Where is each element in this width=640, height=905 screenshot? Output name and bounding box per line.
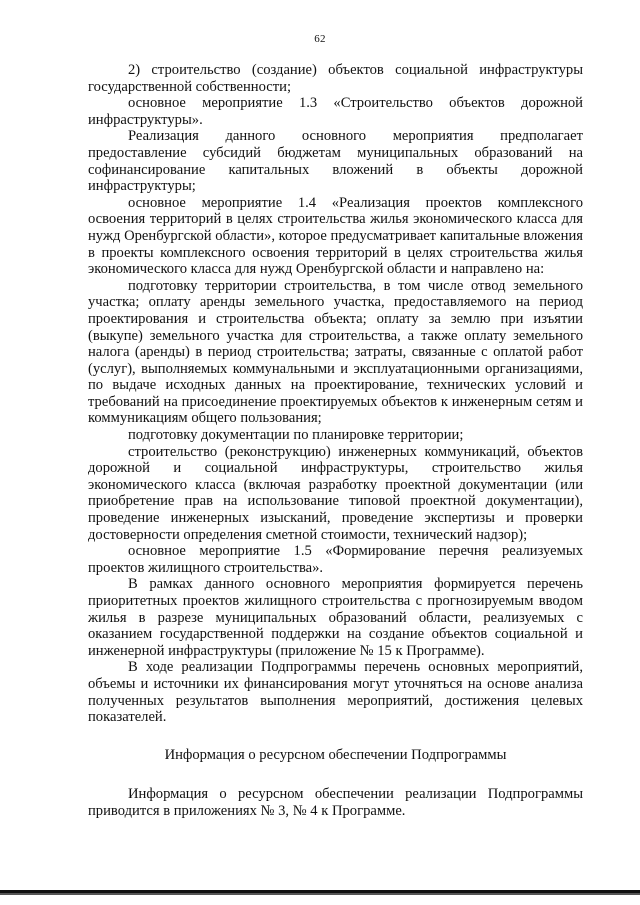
paragraph: основное мероприятие 1.4 «Реализация проектов комплексного освоения территорий в целях строительства жилья экономического класса для нужд Оренбургской области», которое предусматривает капитальные вложения в проекты комплексного освоения территорий в целях строительства жилья экономического класса для нужд Оренбургской области и направлено на:: [88, 194, 583, 278]
section-heading: Информация о ресурсном обеспечении Подпрограммы: [164, 747, 507, 763]
paragraph: основное мероприятие 1.5 «Формирование перечня реализуемых проектов жилищного строительства».: [88, 543, 583, 576]
paragraph: Реализация данного основного мероприятия предполагает предоставление субсидий бюджетам муниципальных образований на софинансирование капитальных вложений в объекты дорожной инфраструктуры;: [88, 128, 583, 195]
paragraph: подготовку документации по планировке территории;: [128, 427, 464, 444]
scan-border-shadow: [0, 893, 640, 895]
document-body: [88, 62, 583, 726]
paragraph: В рамках данного основного мероприятия формируется перечень приоритетных проектов жилищного строительства с прогнозируемым вводом жилья в разрезе муниципальных образований области, реализуемых с оказанием государственной поддержки на создание объектов социальной и инженерной инфраструктуры (приложение № 15 к Программе).: [88, 576, 583, 659]
page-number: 62: [314, 33, 326, 45]
paragraph: 2) строительство (создание) объектов социальной инфраструктуры государственной собственности;: [88, 62, 583, 95]
paragraph: В ходе реализации Подпрограммы перечень основных мероприятий, объемы и источники их финансирования могут уточняться на основе анализа полученных результатов выполнения мероприятий, достижения целевых показателей.: [88, 659, 583, 726]
paragraph: основное мероприятие 1.3 «Строительство объектов дорожной инфраструктуры».: [88, 95, 583, 128]
paragraph: строительство (реконструкцию) инженерных коммуникаций, объектов дорожной и социальной инфраструктуры, строительство жилья экономического класса (включая разработку проектной документации (или приобретение прав на использование типовой проектной документации), проведение инженерных изысканий, проведение экспертизы и проверки достоверности определения сметной стоимости, технический надзор);: [88, 443, 583, 543]
paragraph: Информация о ресурсном обеспечении реализации Подпрограммы приводится в приложениях № 3, № 4 к Программе.: [88, 786, 583, 819]
section-body: [88, 786, 583, 819]
paragraph: подготовку территории строительства, в том числе отвод земельного участка; оплату аренды земельного участка, предоставляемого на период проектирования и строительства объекта; оплату за землю при изъятии (выкупе) земельного участка для строительства, а также оплату земельного налога (аренды) в период строительства; затраты, связанные с оплатой работ (услуг), выполняемых коммунальными и эксплуатационными организациями, по выдаче исходных данных на проектирование, технических условий и требований на присоединение проектируемых объектов к инженерным сетям и коммуникациям общего пользования;: [88, 277, 583, 427]
